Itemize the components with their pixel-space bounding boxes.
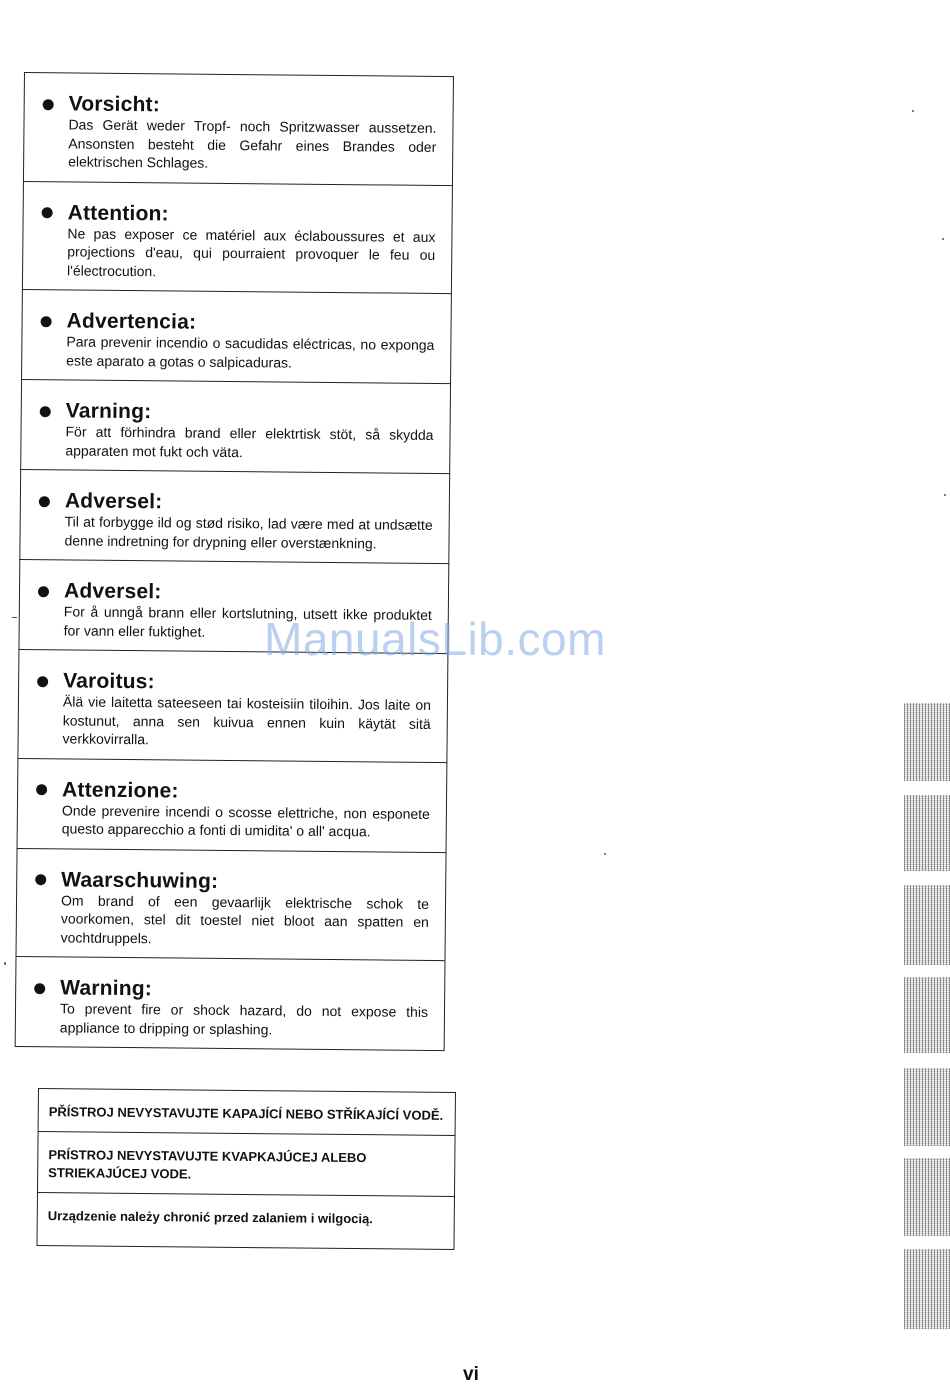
warning-title: Waarschuwing:	[61, 867, 219, 893]
scan-speck	[4, 962, 6, 965]
scan-edge-artifact	[904, 703, 950, 781]
additional-notices-box	[36, 1088, 455, 1250]
warning-block-french	[22, 180, 453, 293]
bullet-icon	[40, 406, 51, 417]
warning-block-norwegian	[18, 559, 449, 653]
warning-block-italian	[17, 757, 448, 851]
warning-block-english	[15, 956, 446, 1051]
warning-block-spanish	[21, 289, 452, 383]
bullet-icon	[35, 874, 46, 885]
warning-title: Warning:	[60, 976, 153, 1001]
watermark: ManualsLib.com	[264, 613, 606, 665]
warning-title: Adversel:	[64, 489, 163, 514]
warning-text: Onde prevenire incendi o scosse elettriche, non esponete questo apparecchio a fonti di umidita' o all' acqua.	[61, 801, 430, 840]
bullet-icon	[37, 676, 48, 687]
bullet-icon	[34, 983, 45, 994]
warning-text: For å unngå brann eller kortslutning, utsett ikke produktet for vann eller fuktighet.	[63, 603, 432, 640]
bullet-icon	[36, 784, 47, 795]
warning-text: Ne pas exposer ce matériel aux éclaboussures et aux projections d'eau, qui pourraient provoquer le feu ou l'électrocution.	[67, 224, 436, 279]
page-number: vi	[463, 1364, 479, 1385]
warning-title: Attention:	[67, 200, 169, 225]
warning-title: Varoitus:	[63, 669, 155, 694]
warning-text: Para prevenir incendio o sacudidas eléctricas, no exponga este aparato a gotas o salpicaduras.	[66, 333, 435, 371]
warning-title: Adversel:	[63, 579, 162, 604]
scan-edge-artifact	[904, 795, 950, 871]
scan-edge-artifact	[904, 1068, 950, 1146]
scan-speck	[604, 853, 606, 855]
warning-title: Attenzione:	[62, 777, 179, 803]
scan-edge-artifact	[904, 885, 950, 965]
warning-title: Varning:	[65, 399, 152, 424]
safety-warnings-box	[15, 72, 454, 1051]
scan-edge-artifact	[904, 977, 950, 1053]
warning-title: Advertencia:	[66, 309, 197, 334]
bullet-icon	[39, 496, 50, 507]
warning-text: Om brand of een gevaarlijk elektrische schok te voorkomen, stel dit toestel niet bloot aan spatten en vochtdruppels.	[60, 891, 430, 946]
warning-block-danish	[19, 469, 450, 563]
bullet-icon	[42, 207, 53, 218]
scan-speck	[942, 238, 944, 240]
warning-text: Das Gerät weder Tropf- noch Spritzwasser aussetzen. Ansonsten besteht die Gefahr eines Brandes oder elektrischen Schlages.	[68, 116, 437, 171]
warning-block-finnish	[17, 649, 448, 762]
notice-czech: PŘÍSTROJ NEVYSTAVUJTE KAPAJÍCÍ NEBO STŘÍKAJÍCÍ VODĚ.	[39, 1089, 455, 1136]
scan-speck	[912, 110, 914, 112]
notice-polish: Urządzenie należy chronić przed zalaniem i wilgocią.	[47, 1208, 373, 1227]
bullet-icon	[38, 586, 49, 597]
scan-speck	[12, 617, 17, 618]
warning-block-dutch	[16, 847, 447, 960]
notice-slovak: PRÍSTROJ NEVYSTAVUJTE KVAPKAJÚCEJ ALEBO STRIEKAJÚCEJ VODE.	[38, 1132, 455, 1197]
scan-speck	[944, 494, 946, 496]
warning-block-german	[23, 72, 454, 185]
scan-edge-artifact	[904, 1158, 950, 1236]
bullet-icon	[41, 316, 52, 327]
warning-block-swedish	[20, 379, 451, 473]
warning-text: Älä vie laitetta sateeseen tai kosteisiin tiloihin. Jos laite on kostunut, anna sen kuivua ennen kuin käytät sitä verkkovirralla.	[62, 693, 432, 748]
warning-text: För att förhindra brand eller elektrtisk stöt, så skydda apparaten mot fukt och väta.	[65, 423, 434, 460]
scan-edge-artifact	[904, 1249, 950, 1329]
warning-text: Til at forbygge ild og stød risiko, lad være med at undsætte denne indretning for drypning eller overstænkning.	[64, 513, 433, 551]
warning-text: To prevent fire or shock hazard, do not expose this appliance to dripping or splashing.	[59, 1000, 429, 1037]
warning-title: Vorsicht:	[68, 92, 161, 117]
bullet-icon	[43, 99, 54, 110]
